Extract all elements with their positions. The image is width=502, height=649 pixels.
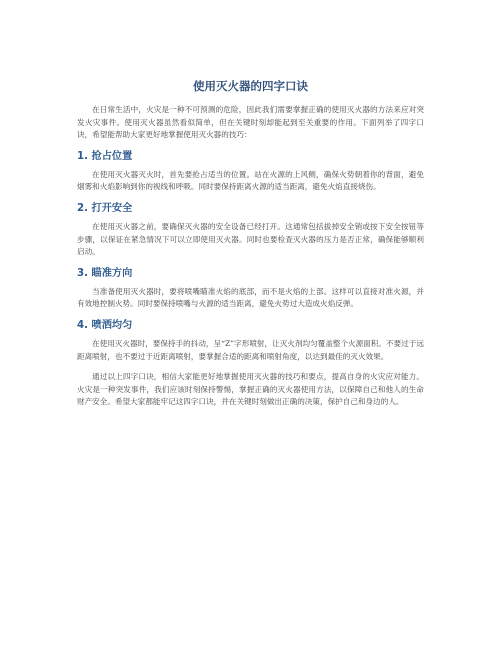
section-body-2: 在使用灭火器之前，要确保灭火器的安全设备已经打开。这通常包括拔掉安全销或按下安全按钮等步骤，以保证在紧急情况下可以立即使用灭火器。同时也要检查灭火器的压力是否正常，确保能够顺利启动。 <box>77 221 424 257</box>
section-heading-3: 3. 瞄准方向 <box>77 267 133 279</box>
section-heading-2: 2. 打开安全 <box>77 202 133 214</box>
section-heading-4: 4. 喷洒均匀 <box>77 319 133 331</box>
section-body-1: 在使用灭火器灭火时，首先要抢占适当的位置。站在火源的上风侧，确保火势朝着你的背面，避免烟雾和火焰影响到你的视线和呼吸。同时要保持距离火源的适当距离，避免火焰直接烧伤。 <box>77 169 424 192</box>
section-body-4: 在使用灭火器时，要保持手的抖动，呈“Z”字形喷射，让灭火剂均匀覆盖整个火源面积。不要过于远距离喷射，也不要过于近距离喷射，要掌握合适的距离和喷射角度，以达到最佳的灭火效果。 <box>77 338 424 361</box>
section-body-3: 当准备使用灭火器时，要将喷嘴瞄准火焰的底部，而不是火焰的上部。这样可以直接对准火源，并有效地控制火势。同时要保持喷嘴与火源的适当距离，避免火势过大造成火焰反弹。 <box>77 286 424 309</box>
section-heading-1: 1. 抢占位置 <box>77 150 133 162</box>
intro-paragraph: 在日常生活中，火灾是一种不可预测的危险，因此我们需要掌握正确的使用灭火器的方法来应对突发火灾事件。使用灭火器虽然看似简单，但在关键时刻却能起到至关重要的作用。下面列举了四字口诀，希望能帮助大家更好地掌握使用灭火器的技巧： <box>77 105 424 140</box>
closing-paragraph: 通过以上四字口诀，相信大家能更好地掌握使用灭火器的技巧和要点，提高自身的火灾应对能力。火灾是一种突发事件，我们应该时刻保持警惕，掌握正确的灭火器使用方法，以保障自己和他人的生命财产安全。希望大家都能牢记这四字口诀，并在关键时刻做出正确的决策，保护自己和身边的人。 <box>77 372 424 407</box>
document-title: 使用灭火器的四字口诀 <box>193 79 308 93</box>
